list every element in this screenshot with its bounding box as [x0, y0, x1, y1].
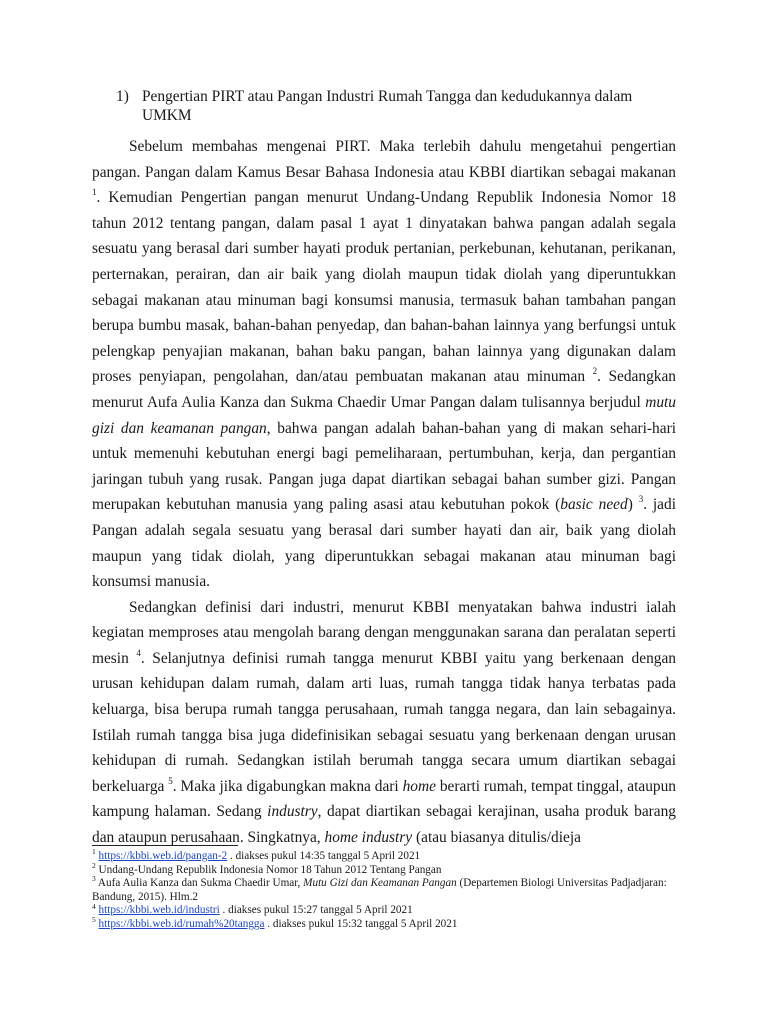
footnote-text: . diakses pukul 15:27 tanggal 5 April 2021: [219, 904, 413, 917]
text-run: . Selanjutnya definisi rumah tangga menurut KBBI yaitu yang berkenaan dengan urusan kehidupan dalam rumah, dalam arti luas, rumah tangga tidak hanya terbatas pada keluarga, bisa berupa rumah tangga perusahaan, rumah tangga negara, dan lain sebagainya. Istilah rumah tangga bisa juga didefinisikan sebagai sesuatu yang berkenaan dengan urusan kehidupan di rumah. Sedangkan istilah berumah tangga secara umum diartikan sebagai berkeluarga: [92, 649, 676, 795]
footnote-separator: [92, 845, 238, 846]
italic-term: home industry: [324, 829, 413, 847]
italic-title: mutu gizi dan keamanan pangan: [92, 393, 676, 437]
footnote-5: [92, 915, 676, 932]
footnote-number: 2: [92, 860, 96, 870]
text-run: (atau biasanya ditulis/dieja: [412, 829, 581, 847]
text-run: . jadi Pangan adalah segala sesuatu yang berasal dari sumber hayati dan air, baik yang diolah maupun yang tidak diolah, yang diperuntukkan sebagai makanan atau minuman bagi konsumsi manusia.: [92, 496, 676, 591]
section-heading: [116, 87, 676, 125]
text-run: , bahwa pangan adalah bahan-bahan yang di makan sehari-hari untuk memenuhi kebutuhan energi bagi pemeliharaan, pertumbuhan, kerja, dan pergantian jaringan tubuh yang rusak. Pangan juga dapat diartikan sebagai bahan sumber gizi. Pangan merupakan kebutuhan manusia yang paling asasi atau kebutuhan pokok (: [92, 419, 676, 514]
footnote-ref-3[interactable]: 3: [638, 494, 644, 505]
paragraph-industri: [92, 595, 676, 851]
footnote-link-1[interactable]: https://kbbi.web.id/pangan-2: [98, 850, 228, 862]
text-run: berarti rumah, tempat tinggal, ataupun kampung halaman. Sedang: [92, 777, 676, 821]
footnote-number: 1: [92, 847, 96, 857]
footnote-book-title: Mutu Gizi dan Keamanan Pangan: [303, 877, 457, 890]
text-run: ): [627, 496, 639, 514]
footnote-link-5[interactable]: https://kbbi.web.id/rumah%20tangga: [98, 917, 265, 930]
footnote-number: 4: [92, 901, 96, 911]
text-run: . Sedangkan menurut Aufa Aulia Kanza dan Sukma Chaedir Umar Pangan dalam tulisannya berjudul: [92, 368, 676, 411]
text-run: Sebelum membahas mengenai PIRT. Maka terlebih dahulu mengetahui pengertian pangan. Pangan dalam Kamus Besar Bahasa Indonesia atau KBBI diartikan sebagai makanan: [92, 138, 676, 181]
footnote-2: [92, 860, 676, 878]
footnote-4: [92, 901, 676, 918]
footnote-ref-2[interactable]: 2: [592, 366, 598, 377]
text-run: . Kemudian Pengertian pangan menurut Undang-Undang Republik Indonesia Nomor 18 tahun 2012 tentang pangan, dalam pasal 1 ayat 1 dinyatakan bahwa pangan adalah segala sesuatu yang berasal dari sumber hayati produk pertanian, perkebunan, kehutanan, perikanan, perternakan, perairan, dan air baik yang diolah maupun tidak diolah yang diperuntukkan sebagai makanan atau minuman bagi konsumsi manusia, termasuk bahan tambahan pangan berupa bumbu masak, bahan-bahan penyedap, dan bahan-bahan lainnya yang berfungsi untuk pelengkap penyajian makanan, bahan baku pangan, bahan lainnya yang digunakan dalam proses penyiapan, pengolahan, dan/atau pembuatan makanan atau minuman: [92, 189, 676, 386]
footnote-number: 5: [92, 915, 96, 925]
text-run: Sedangkan definisi dari industri, menurut KBBI menyatakan bahwa industri ialah kegiatan memproses atau mengolah barang dengan menggunakan sarana dan peralatan seperti mesin: [92, 598, 676, 667]
footnote-text: (Departemen Biologi Universitas Padjadjaran: Bandung, 2015). Hlm.2: [92, 877, 667, 903]
footnote-ref-5[interactable]: 5: [168, 775, 173, 786]
footnote-text: Aufa Aulia Kanza dan Sukma Chaedir Umar,: [95, 877, 304, 890]
footnote-text: . diakses pukul 15:32 tanggal 5 April 2021: [264, 917, 458, 930]
footnote-ref-4[interactable]: 4: [136, 647, 141, 658]
footnote-text: Undang-Undang Republik Indonesia Nomor 18 Tahun 2012 Tentang Pangan: [95, 863, 442, 876]
footnotes-section: [92, 845, 676, 932]
footnote-text: . diakses pukul 14:35 tanggal 5 April 2021: [227, 850, 421, 862]
heading-number: 1): [116, 88, 129, 105]
document-page: [92, 87, 676, 851]
italic-term: home: [402, 777, 436, 795]
footnote-1: [92, 847, 676, 864]
text-run: , dapat diartikan sebagai kerajinan, usaha produk barang dan ataupun perusahaan. Singkatnya,: [92, 803, 676, 847]
footnote-3: [92, 874, 676, 904]
italic-term: basic need: [560, 496, 628, 514]
text-run: . Maka jika digabungkan makna dari: [172, 777, 403, 795]
italic-term: industry: [267, 803, 318, 821]
footnote-ref-1[interactable]: 1: [92, 187, 97, 198]
heading-text: Pengertian PIRT atau Pangan Industri Rumah Tangga dan kedudukannya dalam UMKM: [142, 88, 633, 124]
paragraph-pangan: [92, 134, 676, 595]
footnote-link-4[interactable]: https://kbbi.web.id/industri: [98, 904, 220, 917]
footnote-number: 3: [92, 874, 96, 884]
